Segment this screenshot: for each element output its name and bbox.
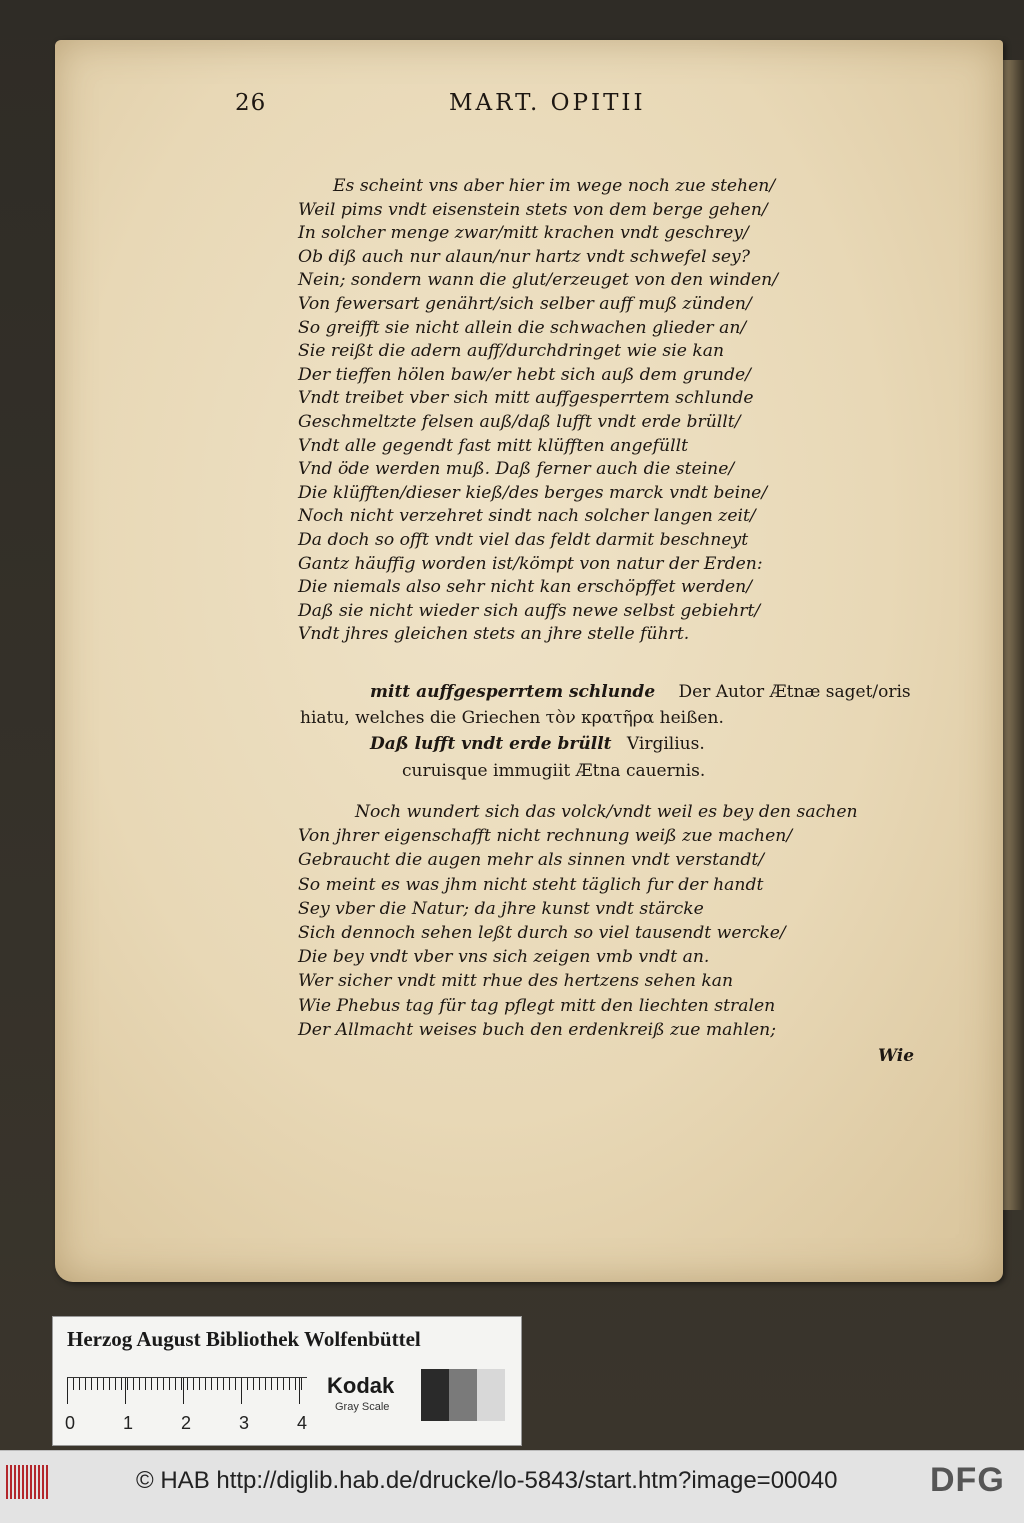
verse-1-line: Vndt jhres gleichen stets an jhre stelle führt. [298,624,690,645]
gray-scale-label: Gray Scale [335,1401,390,1413]
verse-1-line: Vnd öde werden muß. Daß ferner auch die steine/ [298,459,735,480]
verse-1-line: In solcher menge zwar/mitt krachen vndt geschrey/ [298,223,749,244]
verse-2-line: Sey vber die Natur; da jhre kunst vndt stärcke [298,898,704,919]
viewer-footer [0,1450,1024,1523]
verse-1-line: Die klüfften/dieser kieß/des berges marck vndt beine/ [298,482,768,503]
library-name: Herzog August Bibliothek Wolfenbüttel [67,1327,421,1351]
kodak-logo: Kodak [327,1373,395,1398]
gray-swatch-dark [421,1369,449,1421]
verse-1-line: Vndt alle gegendt fast mitt klüfften angefüllt [298,435,688,456]
verse-2-line: Wer sicher vndt mitt rhue des hertzens sehen kan [298,971,734,992]
verse-2-line: Gebraucht die augen mehr als sinnen vndt verstandt/ [298,850,765,871]
ruler [67,1377,307,1408]
verse-1-line: Es scheint vns aber hier im wege noch zue stehen/ [333,176,776,196]
verse-1-line: Die niemals also sehr nicht kan erschöpffet werden/ [298,577,753,598]
gray-swatch-light [477,1369,505,1421]
gray-swatch-mid [449,1369,477,1421]
verse-2-line: Von jhrer eigenschafft nicht rechnung weiß zue machen/ [298,826,793,847]
note-2-line-1 [370,734,705,754]
verse-1-line: Gantz häuffig worden ist/kömpt von natur der Erden: [298,553,763,574]
verse-1-line: Von fewersart genährt/sich selber auff muß zünden/ [298,294,752,314]
verse-2-line: Noch wundert sich das volck/vndt weil es bey den sachen [355,802,858,822]
ruler-tick-2: 2 [181,1413,192,1433]
verse-2-line: Der Allmacht weises buch den erdenkreiß zue mahlen; [298,1019,777,1040]
page-number: 26 [235,90,267,116]
barcode-icon [6,1465,48,1499]
note-1-line-2: hiatu, welches die Griechen τὸν κρατῆρα heißen. [300,708,724,728]
verse-2-line: Die bey vndt vber vns sich zeigen vmb vndt an. [298,947,710,968]
verse-1-line: Geschmeltzte felsen auß/daß lufft vndt erde brüllt/ [298,412,741,432]
verse-1-line: Daß sie nicht wieder sich auffs newe selbst gebiehrt/ [298,600,761,621]
note-1-line-1 [370,682,911,702]
verse-1-line: Noch nicht verzehret sindt nach solcher langen zeit/ [298,506,756,527]
verse-1-line: Ob diß auch nur alaun/nur hartz vndt schwefel sey? [298,246,750,267]
note-2-lemma: Daß lufft vndt erde brüllt [370,734,612,754]
ruler-tick-4: 4 [297,1413,308,1433]
note-2-author: Virgilius. [626,734,705,754]
verse-1-line: Nein; sondern wann die glut/erzeuget von den winden/ [298,270,778,291]
verse-1-line: So greifft sie nicht allein die schwachen glieder an/ [298,317,747,338]
ruler-tick-1: 1 [123,1413,134,1433]
dfg-logo: DFG [930,1461,1005,1499]
verse-2-line: Wie Phebus tag für tag pflegt mitt den liechten stralen [298,995,776,1016]
ruler-tick-3: 3 [239,1413,250,1433]
note-1-lemma: mitt auffgesperrtem schlunde [370,682,656,702]
verse-1-line: Da doch so offt vndt viel das feldt darmit beschneyt [298,530,749,550]
source-link[interactable]: © HAB http://diglib.hab.de/drucke/lo-5843/start.htm?image=00040 [136,1467,838,1494]
note-2-quote: curuisque immugiit Ætna cauernis. [402,761,706,781]
catchword: Wie [878,1046,915,1066]
verse-1-line: Vndt treibet vber sich mitt auffgesperrtem schlunde [298,388,754,409]
color-scale-card [52,1316,522,1446]
verse-2-line: Sich dennoch sehen leßt durch so viel tausendt wercke/ [298,923,786,943]
verse-1-line: Sie reißt die adern auff/durchdringet wie sie kan [298,341,725,362]
running-title: MART. OPITII [449,90,646,116]
note-1-text: Der Autor Ætnæ saget/oris [678,682,911,702]
verse-2-line: So meint es was jhm nicht steht täglich fur der handt [298,874,764,895]
verse-1-line: Weil pims vndt eisenstein stets von dem berge gehen/ [298,199,768,220]
ruler-tick-0: 0 [65,1413,76,1433]
verse-1-line: Der tieffen hölen baw/er hebt sich auß dem grunde/ [298,364,751,385]
